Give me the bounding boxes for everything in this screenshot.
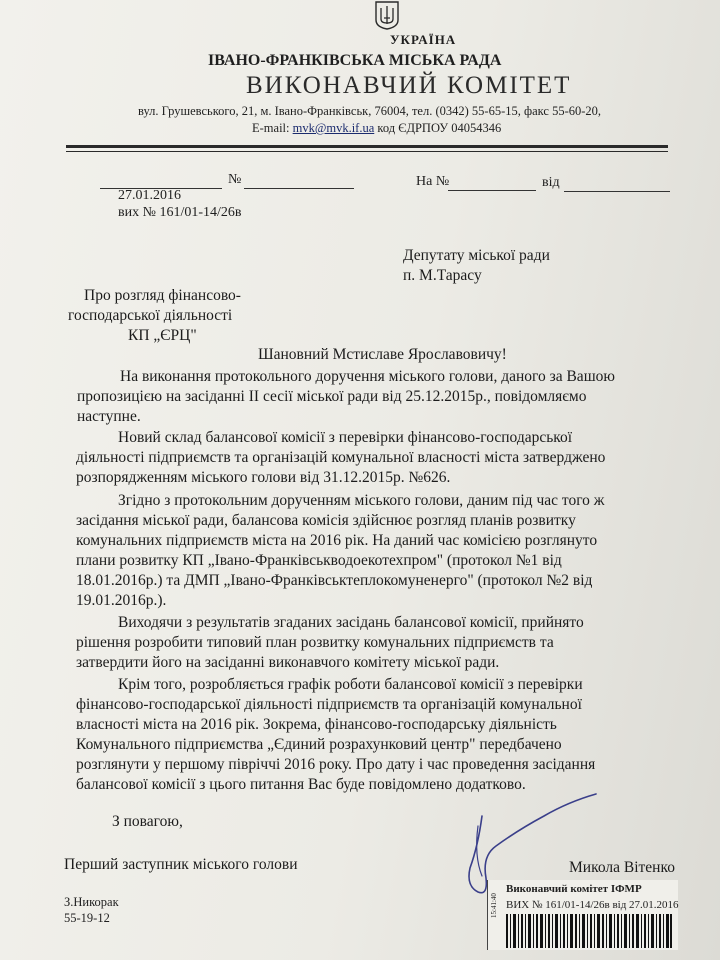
header-rule-thin — [66, 151, 668, 152]
signer-name: Микола Вітенко — [569, 859, 675, 876]
edrpou-code: код ЄДРПОУ 04054346 — [377, 121, 502, 135]
reg-number: вих № 161/01-14/26в — [118, 205, 242, 220]
vid-label: від — [542, 175, 560, 190]
body-line: Виходячи з результатів згаданих засідань балансової комісії, прийнято — [118, 614, 584, 631]
body-line: засідання міської ради, балансова комісія здійснює розгляд планів розвитку — [76, 512, 576, 529]
body-line: розпорядженням міського голови від 31.12.2015р. №626. — [76, 469, 451, 486]
trident-emblem-icon — [370, 0, 404, 30]
body-line: діяльності підприємств та організацій комунальної власності міста затверджено — [76, 449, 606, 466]
subject-line-2: господарської діяльності — [68, 307, 233, 324]
body-line: Комунального підприємства „Єдиний розрахунковий центр" передбачено — [76, 736, 562, 753]
contact-line — [252, 121, 501, 136]
barcode-icon — [506, 914, 672, 948]
no-label: № — [228, 172, 242, 187]
vid-line — [564, 191, 670, 192]
na-no-label: На № — [416, 174, 450, 189]
header-rule — [66, 145, 668, 148]
salutation: Шановний Мстиславе Ярославовичу! — [258, 346, 507, 363]
body-line: розглянути у першому півріччі 2016 року. Про дату і час проведення засідання — [76, 756, 596, 773]
number-line — [244, 188, 354, 189]
subject-line-3: КП „ЄРЦ" — [128, 327, 197, 344]
signer-title: Перший заступник міського голови — [64, 856, 298, 873]
body-line: пропозицією на засіданні ІІ сесії міської ради від 25.12.2015р., повідомляємо — [77, 388, 587, 405]
stamp-org: Виконавчий комітет ІФМР — [506, 883, 642, 895]
committee-title: ВИКОНАВЧИЙ КОМІТЕТ — [246, 72, 572, 99]
council-title: ІВАНО-ФРАНКІВСЬКА МІСЬКА РАДА — [208, 52, 502, 69]
registration-stamp — [487, 880, 678, 950]
executor-phone: 55-19-12 — [64, 911, 110, 925]
body-line: наступне. — [77, 408, 141, 425]
body-line: Крім того, розробляється графік роботи балансової комісії з перевірки — [118, 676, 583, 693]
reg-date: 27.01.2016 — [118, 188, 181, 203]
subject-line-1: Про розгляд фінансово- — [84, 287, 241, 304]
address-line: вул. Грушевського, 21, м. Івано-Франківськ, 76004, тел. (0342) 55-65-15, факс 55-60-20, — [138, 104, 602, 118]
body-line: комунальних підприємств міста на 2016 рік. На даний час комісією розглянуто — [76, 532, 598, 549]
body-line: 18.01.2016р.) та ДМП „Івано-Франківськтеплокомуненерго" (протокол №2 від — [76, 572, 593, 589]
body-line: Згідно з протокольним дорученням міського голови, даним під час того ж — [118, 492, 605, 509]
body-line: балансової комісії з цього питання Вас буде повідомлено додатково. — [76, 776, 526, 793]
addressee-line-2: п. М.Тарасу — [403, 267, 482, 284]
body-line: На виконання протокольного доручення міського голови, даного за Вашою — [120, 368, 615, 385]
email-link[interactable]: mvk@mvk.if.ua — [292, 121, 375, 135]
na-no-line — [448, 190, 536, 191]
body-line: власності міста на 2016 рік. Зокрема, фінансово-господарську діяльність — [76, 716, 557, 733]
body-line: плани розвитку КП „Івано-Франківськводоекотехпром" (протокол №1 від — [76, 552, 562, 569]
body-line: Новий склад балансової комісії з перевірки фінансово-господарської — [118, 429, 573, 446]
addressee-line-1: Депутату міської ради — [403, 247, 550, 264]
stamp-time: 15:41:40 — [490, 893, 498, 918]
stamp-reg: ВИХ № 161/01-14/26в від 27.01.2016 — [506, 899, 679, 911]
executor-name: З.Никорак — [64, 895, 119, 909]
country-title: УКРАЇНА — [390, 32, 457, 47]
body-line: 19.01.2016р.). — [76, 592, 167, 609]
body-line: рішення розробити типовий план розвитку комунальних підприємств та — [76, 634, 554, 651]
body-line: затвердити його на засіданні виконавчого комітету міської ради. — [76, 654, 500, 671]
closing: З повагою, — [112, 813, 183, 830]
email-label: E-mail: — [252, 121, 290, 135]
body-line: фінансово-господарської діяльності підприємств та організацій комунальної — [76, 696, 582, 713]
